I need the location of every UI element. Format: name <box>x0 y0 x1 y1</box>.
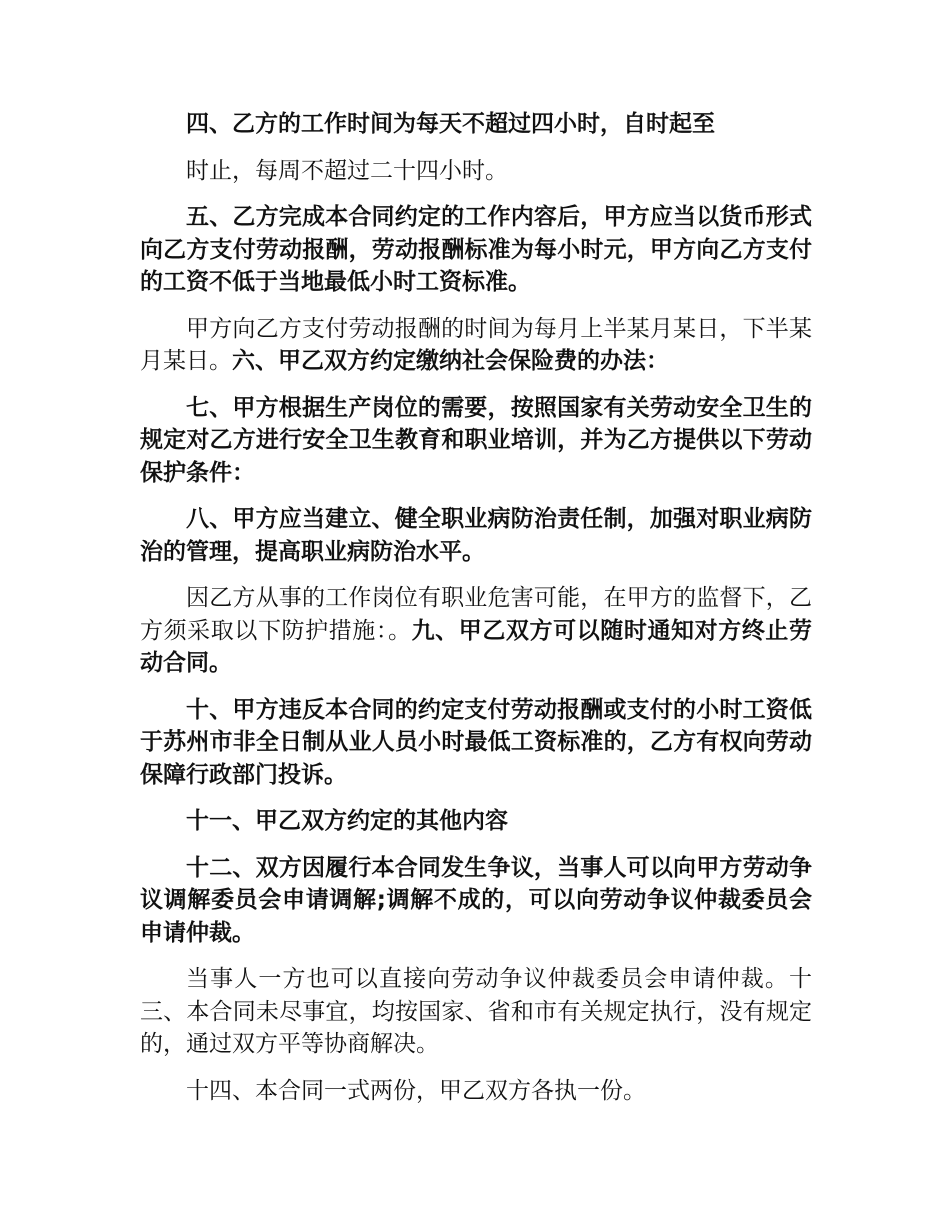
clause-11-text: 十一、甲乙双方约定的其他内容 <box>186 808 508 834</box>
document-body <box>140 108 812 1121</box>
payment-time-text: 甲方向乙方支付劳动报酬的时间为每月上半某月某日，下半某月某日。 <box>140 315 812 374</box>
clause-8-occupational-disease <box>140 503 812 568</box>
clause-14-copies <box>140 1075 812 1108</box>
clause-10-complaint <box>140 694 812 792</box>
arbitration-and-clause-13 <box>140 963 812 1061</box>
clause-12-dispute <box>140 852 812 950</box>
clause-11-other <box>140 805 812 838</box>
clause-12-text: 十二、双方因履行本合同发生争议，当事人可以向甲方劳动争议调解委员会申请调解;调解不成的，可以向劳动争议仲裁委员会申请仲裁。 <box>140 854 812 946</box>
clause-4-continuation <box>140 155 812 188</box>
clause-14-text: 十四、本合同一式两份，甲乙双方各执一份。 <box>186 1077 646 1104</box>
clause-4-continuation-text: 时止，每周不超过二十四小时。 <box>186 157 508 184</box>
clause-5-remuneration <box>140 201 812 299</box>
clause-8-text: 八、甲方应当建立、健全职业病防治责任制，加强对职业病防治的管理，提高职业病防治水平。 <box>140 506 812 565</box>
clause-5-payment-time-and-clause-6 <box>140 313 812 378</box>
clause-5-text: 五、乙方完成本合同约定的工作内容后，甲方应当以货币形式向乙方支付劳动报酬，劳动报酬标准为每小时元，甲方向乙方支付的工资不低于当地最低小时工资标准。 <box>140 204 812 295</box>
clause-6-text: 六、甲乙双方约定缴纳社会保险费的办法： <box>232 348 669 374</box>
clause-7-safety <box>140 392 812 490</box>
clause-10-text: 十、甲方违反本合同的约定支付劳动报酬或支付的小时工资低于苏州市非全日制从业人员小时最低工资标准的，乙方有权向劳动保障行政部门投诉。 <box>140 696 812 788</box>
clause-4-work-hours <box>140 108 812 141</box>
arbitration-clause-13-text: 当事人一方也可以直接向劳动争议仲裁委员会申请仲裁。十三、本合同未尽事宜，均按国家、省和市有关规定执行，没有规定的，通过双方平等协商解决。 <box>140 966 812 1057</box>
clause-9-text: 九、甲乙双方可以随时通知对方终止劳动合同。 <box>140 617 813 676</box>
clause-4-text: 四、乙方的工作时间为每天不超过四小时，自时起至 <box>186 111 715 137</box>
protective-measures-text: 因乙方从事的工作岗位有职业危害可能，在甲方的监督下，乙方须采取以下防护措施：。 <box>140 585 812 644</box>
protective-measures-and-clause-9 <box>140 582 812 680</box>
clause-7-text: 七、甲方根据生产岗位的需要，按照国家有关劳动安全卫生的规定对乙方进行安全卫生教育和职业培训，并为乙方提供以下劳动保护条件： <box>140 394 812 486</box>
